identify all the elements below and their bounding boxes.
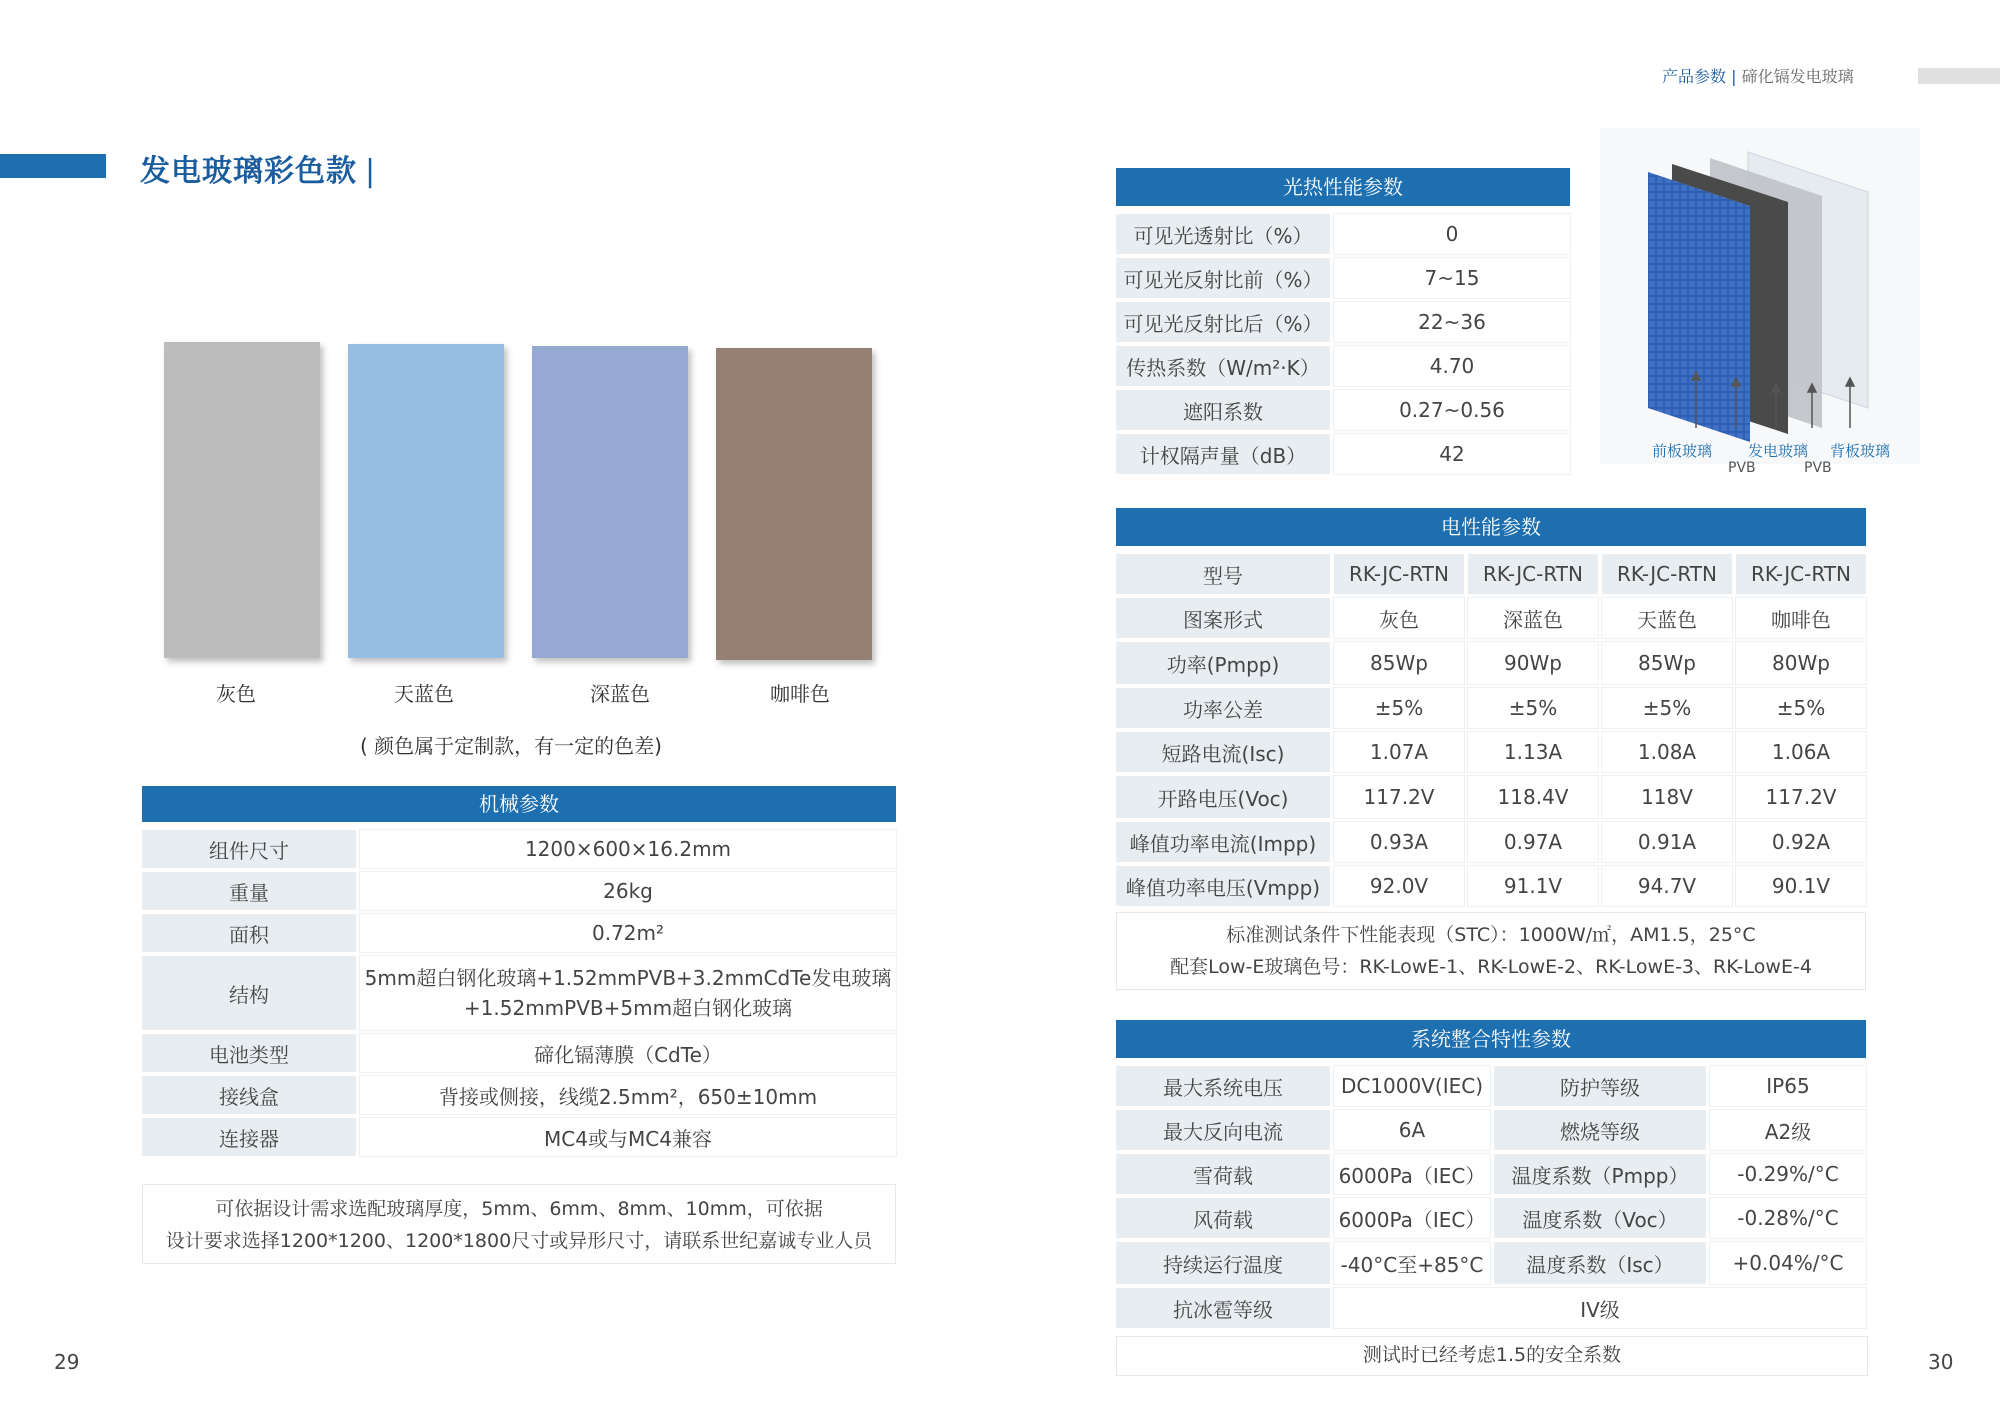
elec-value: 灰色 bbox=[1334, 598, 1464, 638]
electrical-row-model bbox=[1116, 554, 1866, 594]
sys-label: 最大反向电流 bbox=[1116, 1110, 1330, 1150]
mech-row-connector bbox=[142, 1118, 896, 1156]
elec-value: 92.0V bbox=[1334, 866, 1464, 906]
header-separator: | bbox=[1731, 67, 1737, 86]
optical-table bbox=[1112, 210, 1574, 478]
optical-value: 22~36 bbox=[1334, 302, 1570, 342]
elec-value: RK-JC-RTN bbox=[1334, 554, 1464, 594]
elec-value: 94.7V bbox=[1602, 866, 1732, 906]
optical-label: 可见光反射比前（%） bbox=[1116, 258, 1330, 298]
mech-row-structure bbox=[142, 956, 896, 1030]
sys-label: 风荷载 bbox=[1116, 1198, 1330, 1238]
optical-row bbox=[1116, 434, 1570, 474]
elec-value: ±5% bbox=[1334, 688, 1464, 728]
electrical-row-power bbox=[1116, 642, 1866, 684]
swatch-gray bbox=[164, 342, 320, 658]
sys-value: -0.28%/°C bbox=[1710, 1198, 1866, 1238]
sys-value: IV级 bbox=[1334, 1288, 1866, 1328]
swatch-label-coffee: 咖啡色 bbox=[770, 682, 830, 706]
mechanical-table-header: 机械参数 bbox=[142, 786, 896, 822]
color-note: ( 颜色属于定制款，有一定的色差) bbox=[360, 734, 662, 758]
system-table bbox=[1112, 1062, 1870, 1332]
elec-label: 型号 bbox=[1116, 554, 1330, 594]
elec-value: 0.93A bbox=[1334, 822, 1464, 862]
elec-value: 天蓝色 bbox=[1602, 598, 1732, 638]
layer-diagram bbox=[1600, 128, 1920, 464]
header-product: 碲化镉发电玻璃 bbox=[1741, 67, 1854, 86]
optical-label: 传热系数（W/m²·K） bbox=[1116, 346, 1330, 386]
electrical-row-tolerance bbox=[1116, 688, 1866, 728]
mech-label: 电池类型 bbox=[142, 1034, 356, 1072]
optical-label: 计权隔声量（dB） bbox=[1116, 434, 1330, 474]
mech-row-size bbox=[142, 830, 896, 868]
elec-value: 91.1V bbox=[1468, 866, 1598, 906]
system-row bbox=[1116, 1110, 1866, 1150]
system-row bbox=[1116, 1154, 1866, 1194]
mech-value: MC4或与MC4兼容 bbox=[360, 1118, 896, 1156]
mech-label: 重量 bbox=[142, 872, 356, 910]
sys-value: 6A bbox=[1334, 1110, 1490, 1150]
mech-value bbox=[360, 956, 896, 1030]
sys-label: 抗冰雹等级 bbox=[1116, 1288, 1330, 1328]
mech-label: 面积 bbox=[142, 914, 356, 952]
electrical-note-line-2: 配套Low-E玻璃色号：RK-LowE-1、RK-LowE-2、RK-LowE-3、RK-LowE-4 bbox=[1170, 956, 1812, 978]
electrical-row-isc bbox=[1116, 732, 1866, 772]
electrical-row-voc bbox=[1116, 776, 1866, 818]
diagram-label-pvb-2: PVB bbox=[1804, 460, 1832, 476]
optical-label: 可见光透射比（%） bbox=[1116, 214, 1330, 254]
sys-label: 温度系数（Voc） bbox=[1494, 1198, 1706, 1238]
electrical-row-vmpp bbox=[1116, 866, 1866, 906]
optical-value: 0 bbox=[1334, 214, 1570, 254]
system-row bbox=[1116, 1242, 1866, 1284]
optical-value: 7~15 bbox=[1334, 258, 1570, 298]
elec-value: 1.08A bbox=[1602, 732, 1732, 772]
optical-label: 可见光反射比后（%） bbox=[1116, 302, 1330, 342]
mechanical-note-line-2: 设计要求选择1200*1200、1200*1800尺寸或异形尺寸，请联系世纪嘉诚专业人员 bbox=[165, 1230, 873, 1252]
mech-label: 接线盒 bbox=[142, 1076, 356, 1114]
swatch-label-sky-blue: 天蓝色 bbox=[394, 682, 454, 706]
layer-diagram-graphic bbox=[1600, 128, 1920, 464]
elec-value: 0.97A bbox=[1468, 822, 1598, 862]
sys-label: 燃烧等级 bbox=[1494, 1110, 1706, 1150]
elec-label: 功率(Pmpp) bbox=[1116, 642, 1330, 684]
elec-value: ±5% bbox=[1736, 688, 1866, 728]
page-header bbox=[1662, 64, 1854, 87]
mech-value: 0.72m² bbox=[360, 914, 896, 952]
electrical-row-pattern bbox=[1116, 598, 1866, 638]
elec-value: 80Wp bbox=[1736, 642, 1866, 684]
elec-label: 峰值功率电压(Vmpp) bbox=[1116, 866, 1330, 906]
elec-value: 85Wp bbox=[1602, 642, 1732, 684]
elec-label: 功率公差 bbox=[1116, 688, 1330, 728]
mech-row-junction-box bbox=[142, 1076, 896, 1114]
elec-value: RK-JC-RTN bbox=[1602, 554, 1732, 594]
sys-value: +0.04%/°C bbox=[1710, 1242, 1866, 1284]
sys-value: 6000Pa（IEC） bbox=[1334, 1198, 1490, 1238]
mech-label: 结构 bbox=[142, 956, 356, 1030]
mechanical-note bbox=[142, 1184, 896, 1264]
sys-value: 6000Pa（IEC） bbox=[1334, 1154, 1490, 1194]
elec-value: 1.07A bbox=[1334, 732, 1464, 772]
swatch-label-deep-blue: 深蓝色 bbox=[590, 682, 650, 706]
system-row bbox=[1116, 1198, 1866, 1238]
diagram-label-power-glass: 发电玻璃 bbox=[1748, 442, 1809, 460]
optical-row bbox=[1116, 346, 1570, 386]
page-number-right: 30 bbox=[1928, 1350, 1954, 1374]
elec-value: RK-JC-RTN bbox=[1468, 554, 1598, 594]
mech-value: 26kg bbox=[360, 872, 896, 910]
elec-value: 117.2V bbox=[1736, 776, 1866, 818]
optical-value: 0.27~0.56 bbox=[1334, 390, 1570, 430]
elec-value: 90Wp bbox=[1468, 642, 1598, 684]
title-cursor-bar: | bbox=[365, 154, 377, 189]
elec-value: 1.06A bbox=[1736, 732, 1866, 772]
optical-table-header: 光热性能参数 bbox=[1116, 168, 1570, 206]
elec-value: 117.2V bbox=[1334, 776, 1464, 818]
header-category: 产品参数 bbox=[1662, 67, 1727, 86]
swatch-label-gray: 灰色 bbox=[216, 682, 256, 706]
page-title bbox=[140, 146, 376, 190]
elec-value: ±5% bbox=[1602, 688, 1732, 728]
optical-row bbox=[1116, 302, 1570, 342]
optical-label: 遮阳系数 bbox=[1116, 390, 1330, 430]
sys-value: -0.29%/°C bbox=[1710, 1154, 1866, 1194]
elec-value: 118V bbox=[1602, 776, 1732, 818]
structure-line-2: +1.52mmPVB+5mm超白钢化玻璃 bbox=[463, 996, 793, 1020]
mech-row-area bbox=[142, 914, 896, 952]
diagram-label-front-glass: 前板玻璃 bbox=[1652, 442, 1713, 460]
diagram-label-back-glass: 背板玻璃 bbox=[1830, 442, 1891, 460]
electrical-note bbox=[1116, 912, 1866, 990]
sys-value: -40°C至+85°C bbox=[1334, 1242, 1490, 1284]
mech-value: 背接或侧接，线缆2.5mm²，650±10mm bbox=[360, 1076, 896, 1114]
system-table-header: 系统整合特性参数 bbox=[1116, 1020, 1866, 1058]
header-gray-bar bbox=[1918, 68, 2000, 84]
mech-row-cell-type bbox=[142, 1034, 896, 1072]
structure-line-1: 5mm超白钢化玻璃+1.52mmPVB+3.2mmCdTe发电玻璃 bbox=[364, 966, 892, 990]
sys-value: A2级 bbox=[1710, 1110, 1866, 1150]
mechanical-note-line-1: 可依据设计需求选配玻璃厚度，5mm、6mm、8mm、10mm，可依据 bbox=[215, 1198, 823, 1220]
optical-value: 42 bbox=[1334, 434, 1570, 474]
electrical-table bbox=[1112, 550, 1870, 910]
optical-value: 4.70 bbox=[1334, 346, 1570, 386]
sys-label: 最大系统电压 bbox=[1116, 1066, 1330, 1106]
system-note: 测试时已经考虑1.5的安全系数 bbox=[1116, 1336, 1868, 1376]
electrical-table-header: 电性能参数 bbox=[1116, 508, 1866, 546]
optical-row bbox=[1116, 258, 1570, 298]
sys-value: IP65 bbox=[1710, 1066, 1866, 1106]
elec-value: 深蓝色 bbox=[1468, 598, 1598, 638]
mechanical-table bbox=[138, 826, 900, 1160]
mech-value: 碲化镉薄膜（CdTe） bbox=[360, 1034, 896, 1072]
elec-value: 1.13A bbox=[1468, 732, 1598, 772]
diagram-label-pvb-1: PVB bbox=[1728, 460, 1756, 476]
swatch-deep-blue bbox=[532, 346, 688, 658]
elec-label: 峰值功率电流(Impp) bbox=[1116, 822, 1330, 862]
sys-label: 温度系数（Pmpp） bbox=[1494, 1154, 1706, 1194]
mech-row-weight bbox=[142, 872, 896, 910]
elec-value: 0.92A bbox=[1736, 822, 1866, 862]
sys-label: 温度系数（Isc） bbox=[1494, 1242, 1706, 1284]
system-row-hail bbox=[1116, 1288, 1866, 1328]
elec-label: 短路电流(Isc) bbox=[1116, 732, 1330, 772]
elec-value: 0.91A bbox=[1602, 822, 1732, 862]
title-accent-bar bbox=[0, 154, 106, 178]
elec-label: 图案形式 bbox=[1116, 598, 1330, 638]
optical-row bbox=[1116, 214, 1570, 254]
sys-label: 雪荷载 bbox=[1116, 1154, 1330, 1194]
page-number-left: 29 bbox=[54, 1350, 80, 1374]
system-row bbox=[1116, 1066, 1866, 1106]
sys-value: DC1000V(IEC) bbox=[1334, 1066, 1490, 1106]
electrical-row-impp bbox=[1116, 822, 1866, 862]
elec-label: 开路电压(Voc) bbox=[1116, 776, 1330, 818]
sys-label: 持续运行温度 bbox=[1116, 1242, 1330, 1284]
elec-value: 118.4V bbox=[1468, 776, 1598, 818]
mech-value: 1200×600×16.2mm bbox=[360, 830, 896, 868]
elec-value: RK-JC-RTN bbox=[1736, 554, 1866, 594]
elec-value: 咖啡色 bbox=[1736, 598, 1866, 638]
page-title-text: 发电玻璃彩色款 bbox=[140, 154, 357, 189]
swatch-coffee bbox=[716, 348, 872, 660]
electrical-note-line-1: 标准测试条件下性能表现（STC）：1000W/㎡，AM1.5，25°C bbox=[1226, 924, 1756, 946]
elec-value: 90.1V bbox=[1736, 866, 1866, 906]
swatch-sky-blue bbox=[348, 344, 504, 658]
sys-label: 防护等级 bbox=[1494, 1066, 1706, 1106]
elec-value: ±5% bbox=[1468, 688, 1598, 728]
elec-value: 85Wp bbox=[1334, 642, 1464, 684]
mech-label: 连接器 bbox=[142, 1118, 356, 1156]
optical-row bbox=[1116, 390, 1570, 430]
mech-label: 组件尺寸 bbox=[142, 830, 356, 868]
